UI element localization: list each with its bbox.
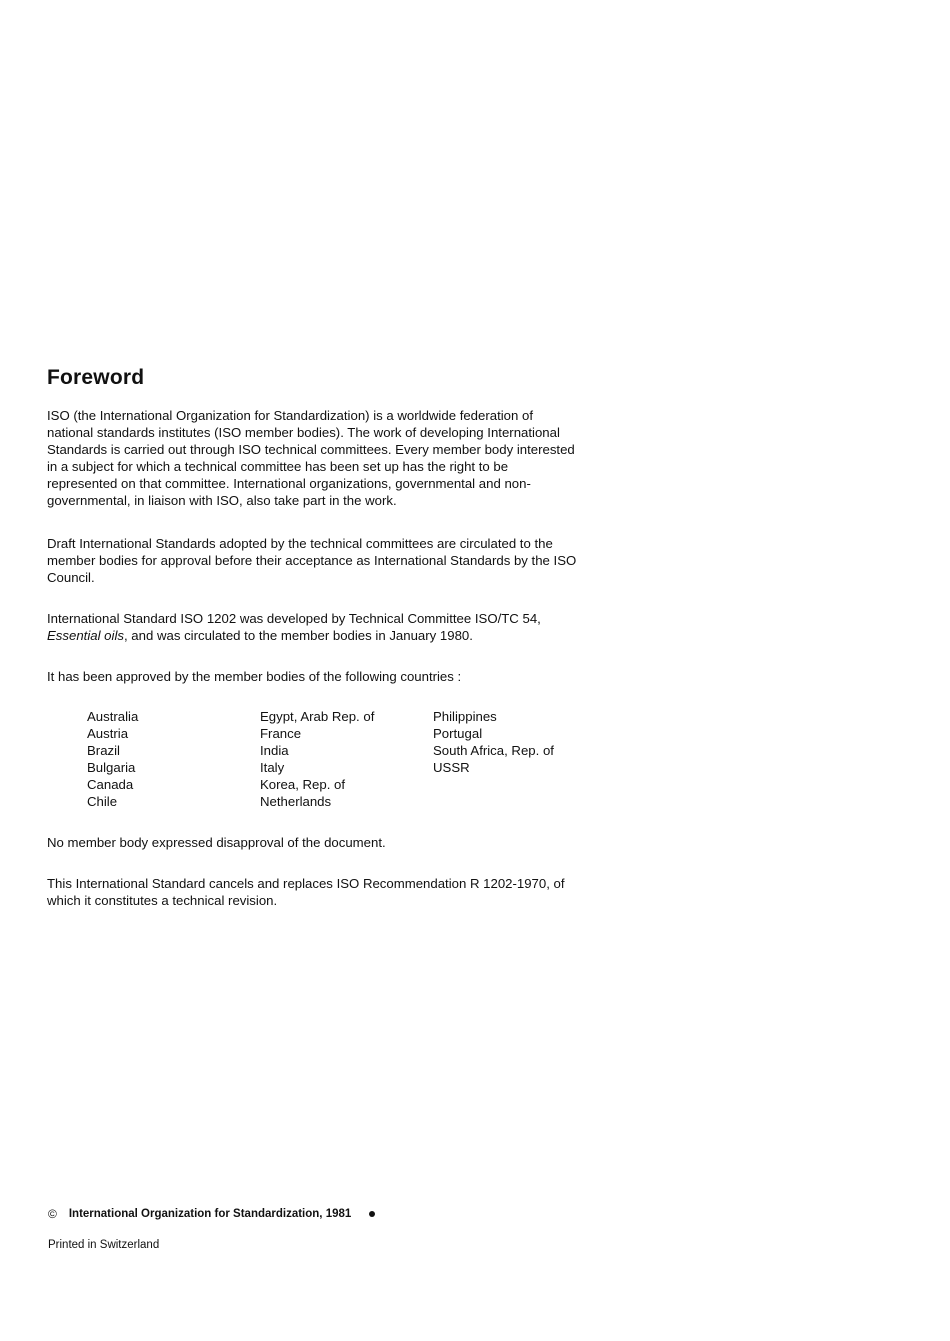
country-item: Chile xyxy=(87,794,118,809)
country-item: India xyxy=(260,743,289,758)
bullet-icon xyxy=(369,1211,375,1217)
page-title: Foreword xyxy=(47,366,145,389)
country-item: Bulgaria xyxy=(87,760,136,775)
country-item: Egypt, Arab Rep. of xyxy=(260,709,375,724)
paragraph-draft-standards: Draft International Standards adopted by the technical committees are circulated to the member bodies for approval before their acceptance as International Standards by the ISO Council. xyxy=(47,536,577,585)
printed-in: Printed in Switzerland xyxy=(48,1239,160,1251)
paragraph-disapproval: No member body expressed disapproval of the document. xyxy=(47,835,386,850)
copyright-line xyxy=(48,1207,375,1221)
country-item: South Africa, Rep. of xyxy=(433,743,554,758)
country-item: USSR xyxy=(433,760,470,775)
country-item: Portugal xyxy=(433,726,483,741)
development-text-end: , and was circulated to the member bodies in January 1980. xyxy=(123,628,473,643)
country-item: Netherlands xyxy=(260,794,332,809)
paragraph-replacement: This International Standard cancels and replaces ISO Recommendation R 1202-1970, of which it constitutes a technical revision. xyxy=(47,876,565,908)
countries-column-1 xyxy=(87,708,257,810)
paragraph-iso-intro: ISO (the International Organization for Standardization) is a worldwide federation of national standards institutes (ISO member bodies). The work of developing International Standards is carried out through ISO technical committees. Every member body interested in a subject for which a technical committee has been set up has the right to be represented on that committee. International organizations, governmental and non-governmental, in liaison with ISO, also take part in the work. xyxy=(47,408,575,508)
country-item: Canada xyxy=(87,777,134,792)
country-item: Austria xyxy=(87,726,129,741)
country-item: France xyxy=(260,726,302,741)
country-item: Australia xyxy=(87,709,139,724)
countries-column-3 xyxy=(433,708,603,776)
committee-subject: Essential oils xyxy=(47,628,124,643)
countries-column-2 xyxy=(260,708,430,810)
copyright-text: International Organization for Standardization, 1981 xyxy=(68,1208,352,1220)
development-text-start: International Standard ISO 1202 was developed by Technical Committee ISO/TC 54, xyxy=(47,611,541,626)
country-item: Italy xyxy=(260,760,285,775)
paragraph-development xyxy=(47,610,577,644)
country-item: Korea, Rep. of xyxy=(260,777,346,792)
paragraph-approval: It has been approved by the member bodies of the following countries : xyxy=(47,669,462,684)
country-item: Brazil xyxy=(87,743,120,758)
copyright-icon: © xyxy=(48,1207,57,1221)
country-item: Philippines xyxy=(433,709,497,724)
